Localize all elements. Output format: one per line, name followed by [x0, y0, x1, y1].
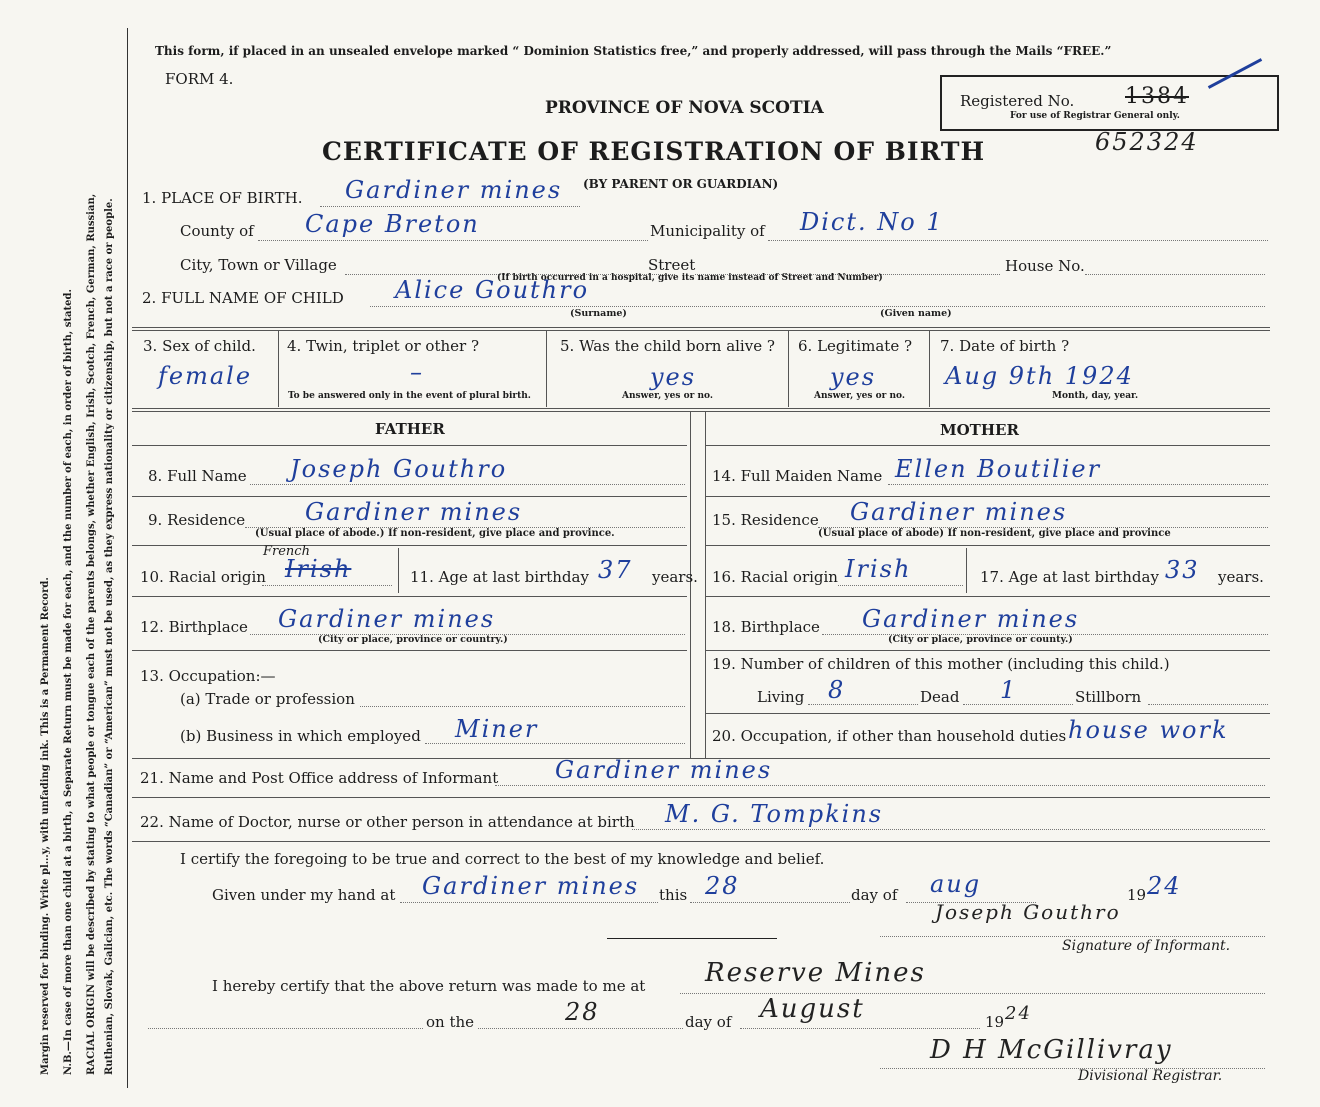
form-number: FORM 4.: [165, 70, 234, 88]
father-residence-value: Gardiner mines: [305, 498, 523, 526]
mother-occupation-value: house work: [1068, 716, 1229, 744]
father-residence-label: 9. Residence: [148, 511, 246, 529]
stillborn-label: Stillborn: [1075, 688, 1142, 706]
mother-occupation-label: 20. Occupation, if other than household duties: [712, 727, 1067, 745]
father-birthplace-value: Gardiner mines: [278, 605, 496, 633]
informant-label: 21. Name and Post Office address of Informant: [140, 769, 499, 787]
mother-age-label: 17. Age at last birthday: [980, 568, 1159, 586]
twin-value: –: [410, 358, 424, 386]
full-name-label: 2. FULL NAME OF CHILD: [142, 289, 344, 307]
mother-name-label: 14. Full Maiden Name: [712, 467, 883, 485]
father-age-years: years.: [652, 568, 698, 586]
father-name-label: 8. Full Name: [148, 467, 247, 485]
child-name-value: Alice Gouthro: [395, 276, 590, 304]
mother-age-value: 33: [1165, 556, 1200, 584]
surname-note: (Surname): [570, 308, 627, 319]
city-label: City, Town or Village: [180, 256, 337, 274]
county-value: Cape Breton: [305, 210, 480, 238]
sex-value: female: [158, 362, 253, 390]
father-age-label: 11. Age at last birthday: [410, 568, 589, 586]
mother-birthplace-note: (City or place, province or county.): [888, 634, 1073, 645]
dead-value: 1: [1000, 676, 1018, 704]
father-residence-note: (Usual place of abode.) If non-resident, give place and province.: [255, 528, 615, 539]
on-the-label: on the: [426, 1013, 475, 1031]
legitimate-label: 6. Legitimate ?: [798, 337, 913, 355]
dob-label: 7. Date of birth ?: [940, 337, 1070, 355]
page-title: CERTIFICATE OF REGISTRATION OF BIRTH: [322, 137, 986, 166]
divisional-registrar-label: Divisional Registrar.: [1078, 1068, 1223, 1084]
father-racial-label: 10. Racial origin: [140, 568, 266, 586]
mother-residence-label: 15. Residence: [712, 511, 819, 529]
given-at-value: Gardiner mines: [422, 872, 640, 900]
twin-note: To be answered only in the event of plural birth.: [288, 391, 531, 401]
by-parent-note: (BY PARENT OR GUARDIAN): [583, 177, 779, 191]
living-value: 8: [828, 676, 846, 704]
informant-signature-label: Signature of Informant.: [1062, 938, 1231, 954]
trade-label: (a) Trade or profession: [180, 690, 355, 708]
registrar-signature: D H McGillivray: [930, 1035, 1173, 1065]
place-of-birth-label: 1. PLACE OF BIRTH.: [142, 189, 303, 207]
place-of-birth-value: Gardiner mines: [345, 176, 563, 204]
given-year-value: 24: [1147, 872, 1182, 900]
sex-label: 3. Sex of child.: [143, 337, 256, 355]
certify-text: I certify the foregoing to be true and correct to the best of my knowledge and belief.: [180, 850, 825, 868]
father-birthplace-note: (City or place, province or country.): [318, 634, 508, 645]
municipality-value: Dict. No 1: [800, 208, 944, 236]
mother-age-years: years.: [1218, 568, 1264, 586]
registered-new-number: 652324: [1095, 128, 1199, 156]
registrar-year-value: 24: [1005, 1003, 1032, 1024]
given-day-value: 28: [705, 872, 740, 900]
county-label: County of: [180, 222, 254, 240]
dob-value: Aug 9th 1924: [945, 362, 1134, 390]
street-label: Street: [648, 256, 696, 274]
informant-signature: Joseph Gouthro: [935, 900, 1121, 924]
mother-birthplace-label: 18. Birthplace: [712, 618, 820, 636]
father-racial-correction: French: [263, 544, 310, 559]
registered-label: Registered No.: [960, 92, 1075, 110]
mother-residence-value: Gardiner mines: [850, 498, 1068, 526]
twin-label: 4. Twin, triplet or other ?: [287, 337, 479, 355]
doctor-value: M. G. Tompkins: [665, 800, 884, 828]
registered-note: For use of Registrar General only.: [1010, 111, 1180, 121]
margin-note-2: N.B.—In case of more than one child at a birth, a Separate Return must be made for each, and the number of each, in order of birth, stated.: [63, 289, 74, 1075]
given-year-prefix: 19: [1127, 886, 1147, 904]
registrar-month-value: August: [760, 994, 865, 1024]
dob-note: Month, day, year.: [1052, 391, 1139, 401]
father-heading: FATHER: [375, 420, 445, 438]
margin-note-3: RACIAL ORIGIN will be described by stating to what people or tongue each of the parents belongs, whether English, Irish, Scotch, French, German, Russian,: [86, 193, 97, 1075]
mail-note: This form, if placed in an unsealed envelope marked “ Dominion Statistics free,” and properly addressed, will pass through the Mails “FREE.”: [155, 44, 1112, 58]
province-heading: PROVINCE OF NOVA SCOTIA: [545, 98, 824, 118]
legitimate-value: yes: [830, 363, 877, 391]
born-alive-label: 5. Was the child born alive ?: [560, 337, 775, 355]
this-label: this: [659, 886, 688, 904]
day-of-label: day of: [851, 886, 898, 904]
born-alive-note: Answer, yes or no.: [622, 391, 713, 401]
day-of-label-2: day of: [685, 1013, 732, 1031]
hereby-label: I hereby certify that the above return was made to me at: [212, 977, 646, 995]
children-label: 19. Number of children of this mother (including this child.): [712, 655, 1170, 673]
municipality-label: Municipality of: [650, 222, 765, 240]
given-under-label: Given under my hand at: [212, 886, 396, 904]
mother-residence-note: (Usual place of abode) If non-resident, give place and province: [818, 528, 1171, 539]
house-label: House No.: [1005, 257, 1085, 275]
doctor-label: 22. Name of Doctor, nurse or other person in attendance at birth: [140, 813, 635, 831]
father-birthplace-label: 12. Birthplace: [140, 618, 248, 636]
registrar-place-value: Reserve Mines: [705, 958, 926, 988]
mother-racial-label: 16. Racial origin: [712, 568, 838, 586]
father-name-value: Joseph Gouthro: [290, 455, 508, 483]
legitimate-note: Answer, yes or no.: [814, 391, 905, 401]
hospital-note: (If birth occurred in a hospital, give its name instead of Street and Number): [497, 273, 883, 283]
born-alive-value: yes: [650, 363, 697, 391]
registrar-day-value: 28: [565, 998, 600, 1026]
father-business-value: Miner: [455, 715, 539, 743]
occupation-label: 13. Occupation:—: [140, 667, 276, 685]
mother-racial-value: Irish: [845, 555, 912, 583]
mother-birthplace-value: Gardiner mines: [862, 605, 1080, 633]
mother-heading: MOTHER: [940, 421, 1019, 439]
given-name-note: (Given name): [880, 308, 952, 319]
informant-value: Gardiner mines: [555, 756, 773, 784]
mother-name-value: Ellen Boutilier: [895, 455, 1102, 483]
binding-margin-rule: [127, 28, 128, 1088]
margin-note-4: Ruthenian, Slovak, Galician, etc. The words “Canadian” or “American” must not be used, as they express nationality or citizenship, but not a race or people.: [104, 198, 115, 1075]
dead-label: Dead: [920, 688, 960, 706]
registrar-year-prefix: 19: [985, 1013, 1005, 1031]
living-label: Living: [757, 688, 805, 706]
margin-note-1: Margin reserved for binding. Write pl…y, with unfading ink. This is a Permanent Record.: [40, 577, 51, 1075]
father-age-value: 37: [598, 556, 633, 584]
business-label: (b) Business in which employed: [180, 727, 421, 745]
registered-old-number: 1384: [1125, 84, 1189, 109]
given-month-value: aug: [930, 870, 982, 898]
father-racial-value: Irish: [285, 555, 352, 583]
